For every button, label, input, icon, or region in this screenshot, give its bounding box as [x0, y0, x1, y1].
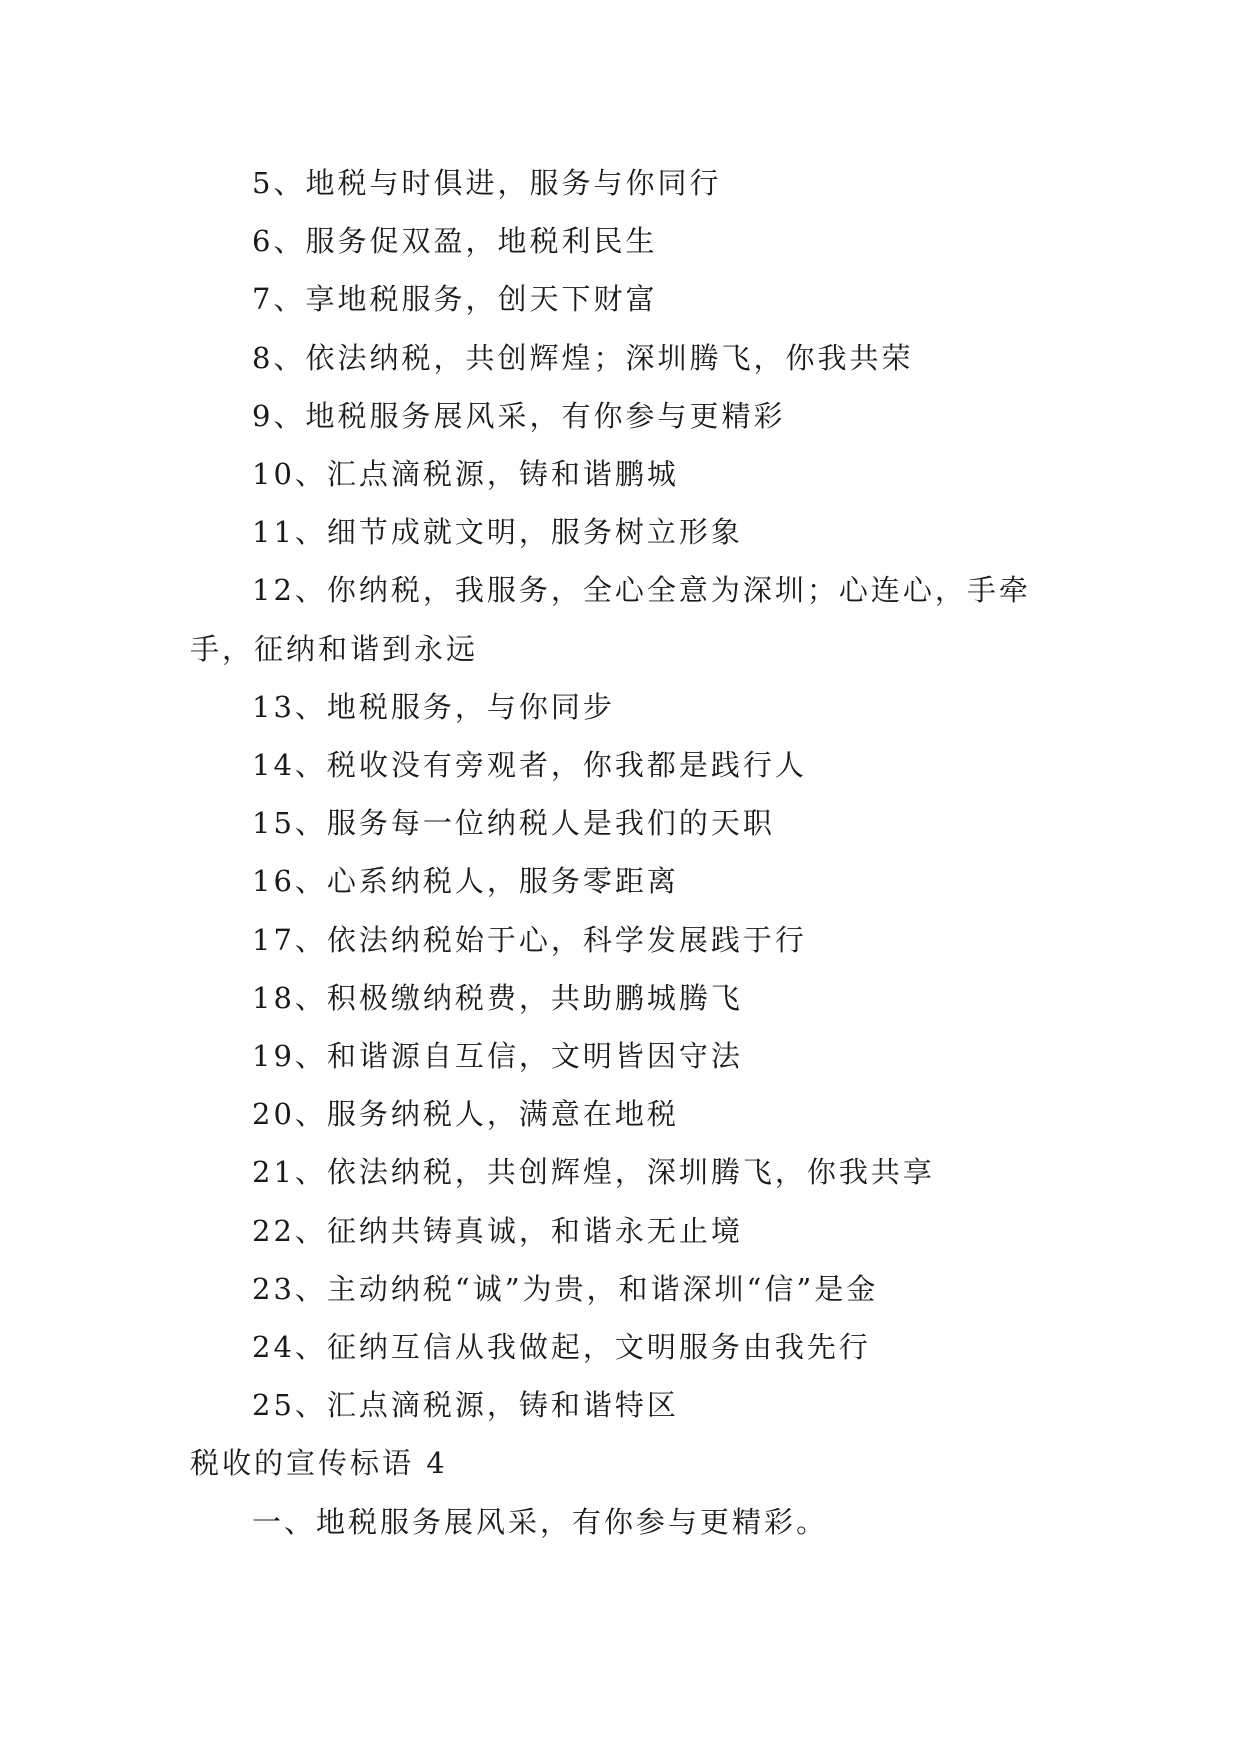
slogan-line: 20、服务纳税人，满意在地税	[252, 1097, 679, 1132]
section-heading: 税收的宣传标语 4	[190, 1446, 448, 1481]
slogan-line: 16、心系纳税人，服务零距离	[252, 864, 679, 899]
slogan-line-wrapped-continuation: 手，征纳和谐到永远	[190, 631, 479, 666]
slogan-line: 17、依法纳税始于心，科学发展践于行	[252, 922, 807, 957]
slogan-line: 24、征纳互信从我做起，文明服务由我先行	[252, 1330, 871, 1365]
slogan-line: 13、地税服务，与你同步	[252, 689, 615, 724]
slogan-line: 14、税收没有旁观者，你我都是践行人	[252, 748, 807, 783]
slogan-line: 10、汇点滴税源，铸和谐鹏城	[252, 457, 679, 492]
slogan-line: 15、服务每一位纳税人是我们的天职	[252, 806, 775, 841]
slogan-line: 11、细节成就文明，服务树立形象	[252, 515, 743, 550]
document-body	[190, 154, 1060, 1551]
slogan-line: 8、依法纳税，共创辉煌；深圳腾飞，你我共荣	[252, 340, 914, 375]
section-first-line: 一、地税服务展风采，有你参与更精彩。	[252, 1504, 829, 1539]
slogan-line: 9、地税服务展风采，有你参与更精彩	[252, 398, 786, 433]
slogan-line: 25、汇点滴税源，铸和谐特区	[252, 1388, 679, 1423]
slogan-line-wrapped-start: 12、你纳税，我服务，全心全意为深圳；心连心，手牵	[252, 573, 1031, 608]
slogan-line: 22、征纳共铸真诚，和谐永无止境	[252, 1213, 743, 1248]
slogan-line: 7、享地税服务，创天下财富	[252, 282, 658, 317]
slogan-line: 23、主动纳税“诚”为贵，和谐深圳“信”是金	[252, 1271, 879, 1306]
slogan-line: 5、地税与时俱进，服务与你同行	[252, 166, 722, 200]
slogan-line: 19、和谐源自互信，文明皆因守法	[252, 1039, 743, 1074]
slogan-line: 21、依法纳税，共创辉煌，深圳腾飞，你我共享	[252, 1155, 935, 1190]
slogan-line: 18、积极缴纳税费，共助鹏城腾飞	[252, 980, 743, 1015]
slogan-line: 6、服务促双盈，地税利民生	[252, 224, 658, 259]
